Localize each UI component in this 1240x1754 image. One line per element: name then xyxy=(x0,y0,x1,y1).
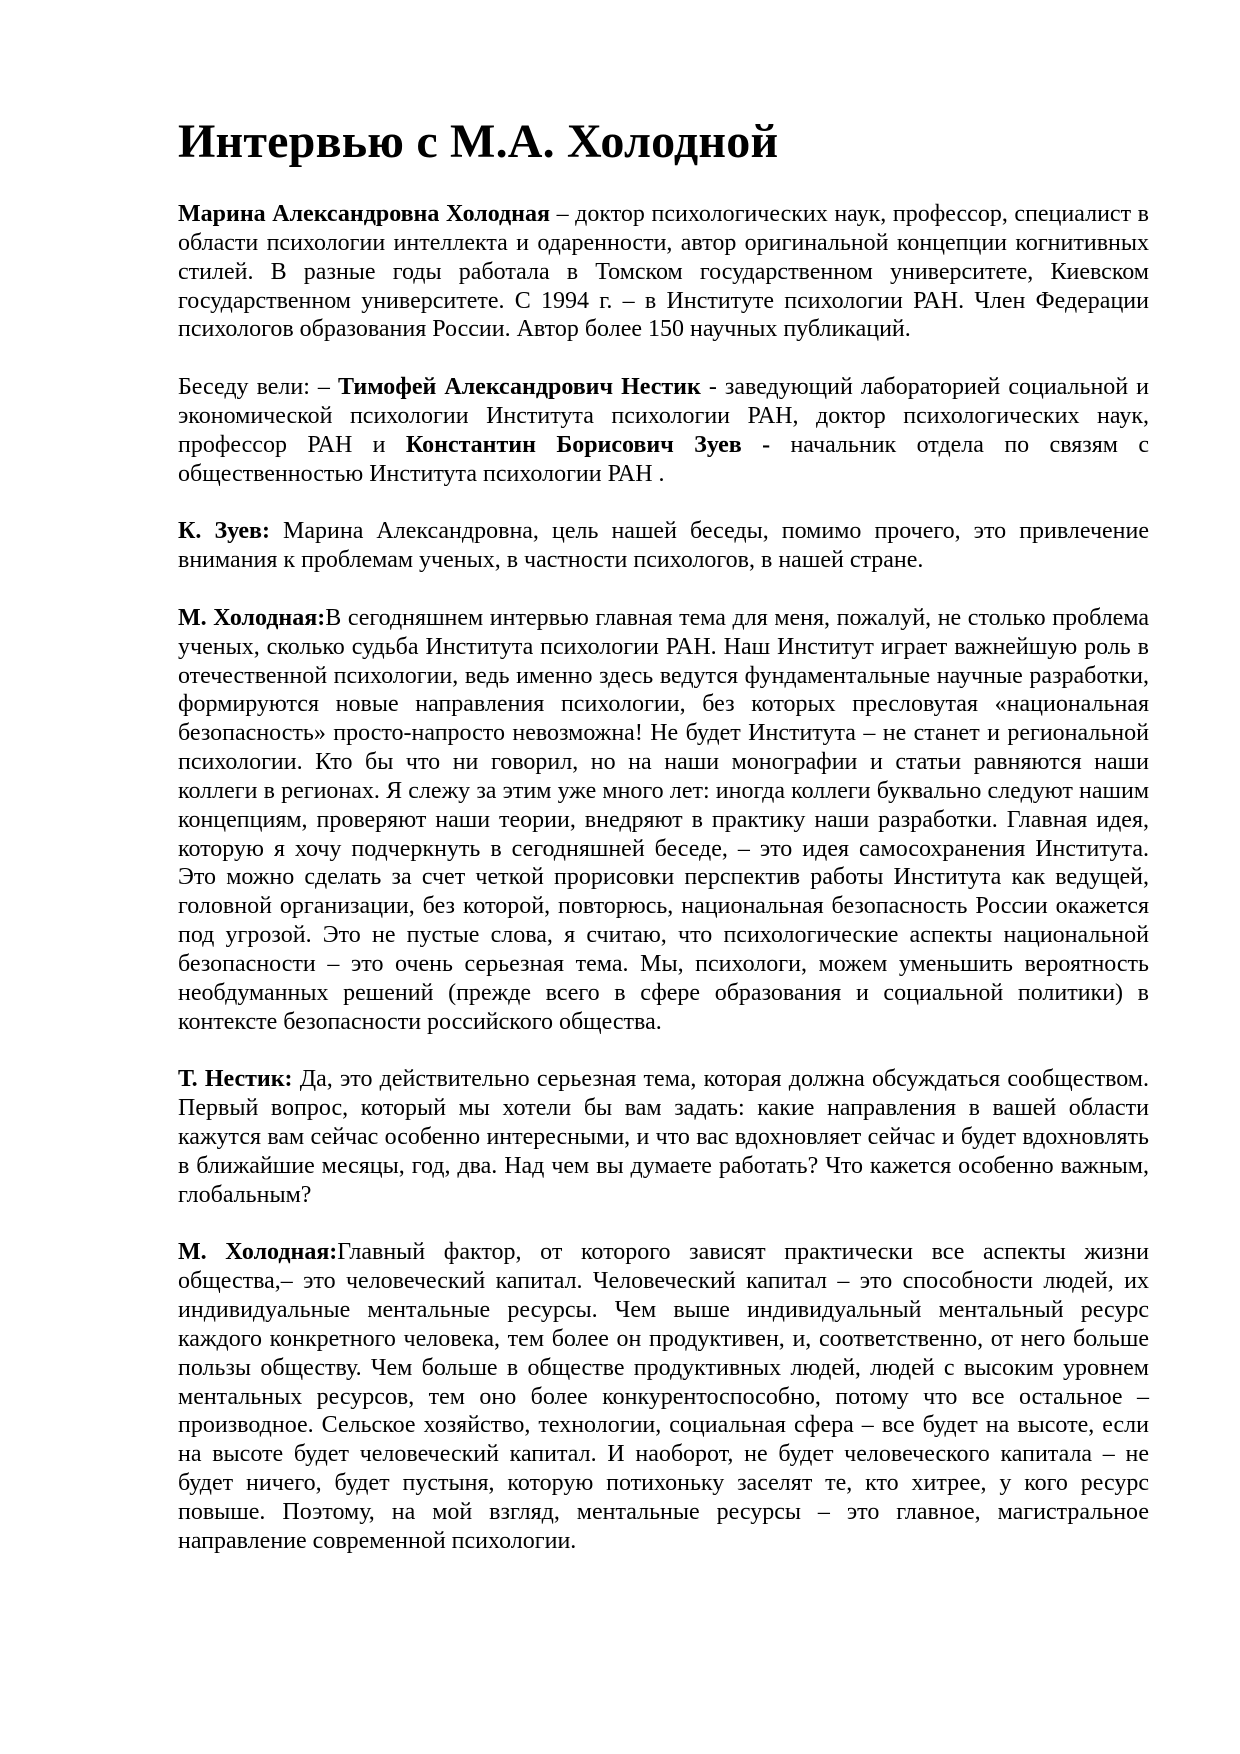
bio-text: – доктор психологических наук, профессор, специалист в области психологии интеллекта и одаренности, автор оригинальной концепции когнитивных стилей. В разные годы работала в Томском государственном университете, Киевском государственном университете. С 1994 г. – в Институте психологии РАН. Член Федерации психологов образования России. Автор более 150 научных публикаций. xyxy=(178,201,1149,343)
speaker-label: К. Зуев: xyxy=(178,518,270,545)
interviewer-name-zuev: Константин Борисович Зуев - xyxy=(405,431,771,458)
interviewer-desc-nestik: - заведующий лабораторией социальной и экономической психологии Института психологии РАН, доктор психологических наук, профессор РАН и xyxy=(178,374,1150,458)
speech-text: Главный фактор, от которого зависят практически все аспекты жизни общества,– это человеческий капитал. Человеческий капитал – это способности людей, их индивидуальные ментальные ресурсы. Чем выше индивидуальный ментальный ресурс каждого конкретного человека, тем более он продуктивен, и, соответственно, от него больше пользы обществу. Чем больше в обществе продуктивных людей, людей с высоким уровнем ментальных ресурсов, тем оно более конкурентоспособно, потому что все остальное – производное. Сельское хозяйство, технологии, социальная сфера – все будет на высоте, если на высоте будет человеческий капитал. И наоборот, не будет человеческого капитала – не будет ничего, будет пустыня, которую потихоньку заселят те, кто хитрее, у кого ресурс повыше. Поэтому, на мой взгляд, ментальные ресурсы – это главное, магистральное направление современной психологии. xyxy=(178,1239,1149,1554)
bio-name: Марина Александровна Холодная xyxy=(178,201,550,227)
interviewer-desc-zuev: начальник отдела по связям с общественностью Института психологии РАН . xyxy=(178,431,1150,487)
speaker-label: Т. Нестик: xyxy=(178,1066,293,1093)
speaker-label: М. Холодная: xyxy=(178,604,326,631)
interviewers-paragraph xyxy=(178,373,1149,488)
page-title: Интервью с М.А. Холодной xyxy=(178,115,779,168)
interviewer-name-nestik: Тимофей Александрович Нестик xyxy=(337,374,701,401)
speech-text: Марина Александровна, цель нашей беседы, помимо прочего, это привлечение внимания к проблемам ученых, в частности психологов, в нашей стране. xyxy=(178,518,1150,574)
speech-text: Да, это действительно серьезная тема, которая должна обсуждаться сообществом. Первый вопрос, который мы хотели бы вам задать: какие направления в вашей области кажутся вам сейчас особенно интересными, и что вас вдохновляет сейчас и будет вдохновлять в ближайшие месяцы, год, два. Над чем вы думаете работать? Что кажется особенно важным, глобальным? xyxy=(178,1066,1149,1208)
dialogue-turn xyxy=(178,604,1149,1037)
speaker-label: М. Холодная: xyxy=(178,1239,338,1266)
bio-paragraph xyxy=(178,200,1149,344)
document-page xyxy=(178,112,1149,1585)
dialogue-turn xyxy=(178,1238,1149,1555)
speech-text: В сегодняшнем интервью главная тема для меня, пожалуй, не столько проблема ученых, сколько судьба Института психологии РАН. Наш Институт играет важнейшую роль в отечественной психологии, ведь именно здесь ведутся фундаментальные научные разработки, формируются новые направления психологии, без которых пресловутая «национальная безопасность» просто-напросто невозможна! Не будет Института – не станет и региональной психологии. Кто бы что ни говорил, но на наши монографии и статьи равняются наши коллеги в регионах. Я слежу за этим уже много лет: иногда коллеги буквально следуют нашим концепциям, проверяют наши теории, внедряют в практику наши разработки. Главная идея, которую я хочу подчеркнуть в сегодняшней беседе, – это идея самосохранения Института. Это можно сделать за счет четкой прорисовки перспектив работы Института как ведущей, головной организации, без которой, повторюсь, национальная безопасность России окажется под угрозой. Это не пустые слова, я считаю, что психологические аспекты национальной безопасности – это очень серьезная тема. Мы, психологи, можем уменьшить вероятность необдуманных решений (прежде всего в сфере образования и социальной политики) в контексте безопасности российского общества. xyxy=(178,604,1149,1035)
dialogue-turn xyxy=(178,1065,1149,1209)
dialogue-turn xyxy=(178,517,1149,575)
interviewers-prefix: Беседу вели: – xyxy=(178,374,338,401)
